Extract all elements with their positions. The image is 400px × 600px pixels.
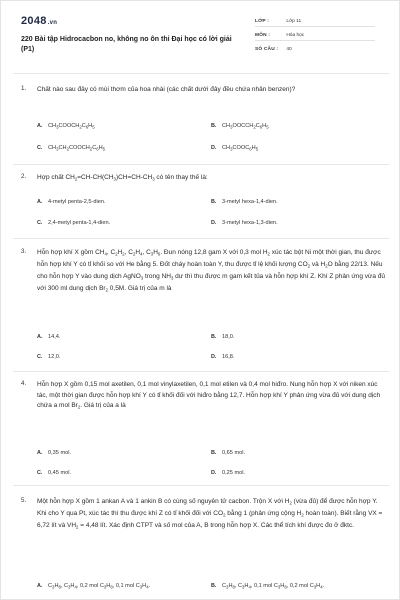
option-letter: B. [211,199,217,205]
option-letter: A. [37,334,43,340]
option-letter: B. [211,450,217,456]
option-b[interactable] [211,583,324,590]
option-text: $CH_3CH_2COOCH_2C_6H_5$ [48,145,106,152]
option-d[interactable] [211,145,258,152]
document-title: 220 Bài tập Hidrocacbon no, không no ôn thi Đại học có lời giải (P1) [21,36,232,53]
question-stem: Hỗn hợp khí X gồm $CH_4$, $C_2H_2$, $C_2H_4$, $C_3H_6$. Đun nóng 12,8 gam X với 0,3 mol $H_2$ xúc tác bột Ni một thời gian, thu được hỗn hợp khí Y có tỉ khối so với He bằng 5. Đốt cháy hoàn toàn Y, thu được tỉ lệ khối lượng $CO_2$ và $H_2O$ bằng 22/13. Nếu cho hỗn hợp Y vào dung dịch AgNO$_3$ trong $NH_3$ dư thì thu được m gam kết tủa và hỗn hợp khí Z. Khí Z phản ứng vừa đủ với 300 ml dung dịch $Br_2$ 0,5M. Giá trị của m là [37,249,386,293]
option-a[interactable] [37,583,150,590]
meta-class [255,19,385,24]
question-stem: Một hỗn hợp X gồm 1 ankan A và 1 ankin B có cùng số nguyên tử cacbon. Trộn X với $H_2$ (vừa đủ) để được hỗn hợp Y. Khi cho Y qua Pt, xúc tác thì thu được khí Z có tỉ khối đối với $CO_2$ bằng 1 (phản ứng cộng $H_2$ hoàn toàn). Biết rằng VX = 6,72 lít và $VH_2 = 4,48$ lít. Xác định CTPT và số mol của A, B trong hỗn hợp X. Các thể tích khí được đo ở đktc. [37,498,383,530]
option-letter: C. [37,354,43,360]
meta-class-value: Lớp 11 [286,19,302,24]
divider [13,485,389,486]
divider [255,26,375,27]
option-text: $CH_3COOC_6H_5$ [222,145,259,152]
option-b[interactable] [211,334,234,340]
option-letter: C. [37,220,43,226]
option-letter: B. [211,583,217,589]
document-header [13,11,389,67]
option-d[interactable] [211,220,278,226]
option-d[interactable] [211,354,234,360]
option-a[interactable] [37,123,95,130]
divider [255,40,375,41]
option-c[interactable] [37,220,110,226]
option-text: 3-metyl hexa-1,3-dien. [222,220,278,226]
option-letter: C. [37,145,43,151]
option-letter: A. [37,123,43,129]
question-number: 1. [21,85,27,92]
option-text: $C_3H_8$, $C_3H_4$, 0,2 mol $C_3H_8$, 0,1 mol $C_3H_4$. [48,583,151,590]
question-stem: Hỗn hợp X gồm 0,15 mol axetilen, 0,1 mol vinylaxetilen, 0,1 mol etilen và 0,4 mol hiđro. Nung hỗn hợp X với niken xúc tác, một thời gian được hỗn hợp khí Y có tỉ khối đối với hiđro bằng 12,7. Hỗn hợp khí Y phản ứng vừa đủ với dung dịch chứa a mol $Br_2$. Giá trị của a là [37,381,381,410]
meta-subject-label: MÔN : [255,33,271,38]
option-text: 3-metyl hexa-1,4-dien. [222,199,278,205]
option-text: 0,45 mol. [48,470,72,476]
option-c[interactable] [37,470,71,476]
option-letter: D. [211,470,217,476]
option-text: 2,4-metyl penta-1,4-dien. [48,220,111,226]
option-text: 4-metyl penta-2,5-dien. [48,199,106,205]
meta-subject-value: Hóa học [286,33,305,38]
option-letter: A. [37,199,43,205]
question-4 [21,380,386,476]
option-c[interactable] [37,145,105,152]
option-letter: B. [211,123,217,129]
option-d[interactable] [211,470,245,476]
option-b[interactable] [211,199,278,205]
option-text: 18,0. [222,334,235,340]
option-text: 14,4. [48,334,61,340]
option-letter: D. [211,354,217,360]
option-c[interactable] [37,354,60,360]
option-letter: A. [37,583,43,589]
option-text: 0,25 mol. [222,470,246,476]
option-b[interactable] [211,450,245,456]
option-text: 12,0. [48,354,61,360]
question-2 [21,173,386,233]
option-text: 16,8. [222,354,235,360]
option-text: $C_3H_8$, $C_3H_4$, 0,1 mol $C_3H_8$, 0,2 mol $C_3H_4$. [222,583,325,590]
option-text: 0,65 mol. [222,450,246,456]
meta-count-label: SỐ CÂU : [255,47,279,52]
meta-class-label: LỚP : [255,19,270,24]
option-text: 0,35 mol. [48,450,72,456]
meta-subject [255,33,385,38]
meta-count [255,47,385,52]
option-a[interactable] [37,450,71,456]
question-stem: Chất nào sau đây có mùi thơm của hoa nhài (các chất dưới đây đều chứa nhân benzen)? [37,86,296,93]
option-b[interactable] [211,123,269,130]
option-letter: C. [37,470,43,476]
question-3 [21,248,386,366]
divider [13,238,389,239]
question-number: 3. [21,248,27,255]
site-logo[interactable]: 2048.vn [21,15,58,27]
option-text: $CH_3COOCH_2C_6H_5$ [48,123,95,130]
question-1 [21,85,386,157]
question-stem: Hợp chất $CH_2=CH-CH(CH_3)CH=CH-CH_3$ có tên thay thế là: [37,174,208,182]
question-number: 4. [21,380,27,387]
option-a[interactable] [37,199,106,205]
meta-count-value: 40 [286,47,292,52]
option-letter: A. [37,450,43,456]
option-letter: B. [211,334,217,340]
question-number: 2. [21,173,27,180]
option-text: $CH_3OOCCH_2C_6H_5$ [222,123,269,130]
header-divider [13,73,389,74]
question-5 [21,497,386,597]
option-a[interactable] [37,334,60,340]
option-letter: D. [211,145,217,151]
option-letter: D. [211,220,217,226]
divider [13,371,389,372]
question-number: 5. [21,497,27,504]
divider [13,164,389,165]
